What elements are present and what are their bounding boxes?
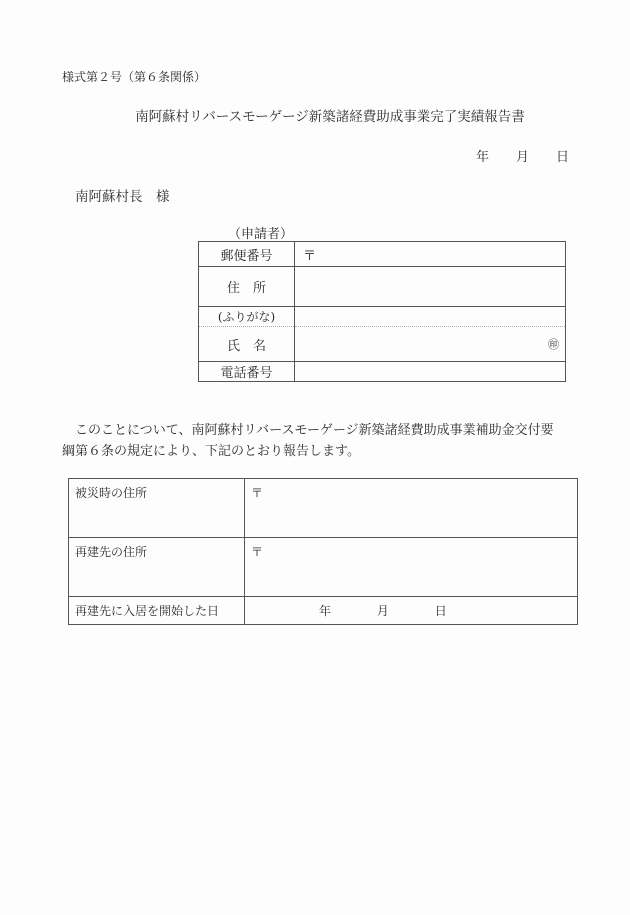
table-row-phone bbox=[199, 362, 566, 382]
move-in-year-label: 年 bbox=[319, 604, 332, 618]
date-year-label: 年 bbox=[476, 150, 490, 165]
applicant-section-label: （申請者） bbox=[228, 227, 294, 242]
addressee: 南阿蘇村長 様 bbox=[75, 189, 170, 205]
table-row-address bbox=[199, 267, 566, 307]
table-row-postal-code bbox=[199, 242, 566, 267]
table-row-furigana bbox=[199, 307, 566, 327]
body-text bbox=[62, 420, 582, 462]
report-table bbox=[68, 478, 578, 625]
address-field[interactable] bbox=[295, 267, 566, 307]
move-in-date-field[interactable] bbox=[245, 597, 578, 625]
table-row-move-in-date bbox=[69, 597, 578, 625]
name-label: 氏 名 bbox=[199, 327, 295, 362]
move-in-date-label: 再建先に入居を開始した日 bbox=[69, 597, 245, 625]
date-month-label: 月 bbox=[516, 150, 530, 165]
document-title: 南阿蘇村リバースモーゲージ新築諸経費助成事業完了実績報告書 bbox=[135, 109, 525, 125]
postal-code-label: 郵便番号 bbox=[199, 242, 295, 267]
phone-label: 電話番号 bbox=[199, 362, 295, 382]
rebuild-address-label: 再建先の住所 bbox=[69, 538, 245, 597]
table-row-disaster-address bbox=[69, 479, 578, 538]
disaster-address-field[interactable]: 〒 bbox=[245, 479, 578, 538]
table-row-rebuild-address bbox=[69, 538, 578, 597]
form-number: 様式第２号（第６条関係） bbox=[62, 70, 207, 84]
applicant-table bbox=[198, 241, 566, 382]
phone-field[interactable] bbox=[295, 362, 566, 382]
furigana-label: (ふりがな) bbox=[199, 307, 295, 327]
body-line-1: このことについて、南阿蘇村リバースモーゲージ新築諸経費助成事業補助金交付要 bbox=[62, 423, 554, 438]
disaster-address-label: 被災時の住所 bbox=[69, 479, 245, 538]
move-in-month-label: 月 bbox=[376, 604, 389, 618]
date-day-label: 日 bbox=[556, 150, 570, 165]
move-in-day-label: 日 bbox=[434, 604, 447, 618]
seal-icon: ㊞ bbox=[548, 338, 559, 351]
name-field[interactable] bbox=[295, 327, 566, 362]
body-line-2: 綱第６条の規定により、下記のとおり報告します。 bbox=[62, 444, 360, 459]
furigana-field[interactable] bbox=[295, 307, 566, 327]
table-row-name bbox=[199, 327, 566, 362]
rebuild-address-field[interactable]: 〒 bbox=[245, 538, 578, 597]
postal-code-field[interactable]: 〒 bbox=[295, 242, 566, 267]
address-label: 住 所 bbox=[199, 267, 295, 307]
